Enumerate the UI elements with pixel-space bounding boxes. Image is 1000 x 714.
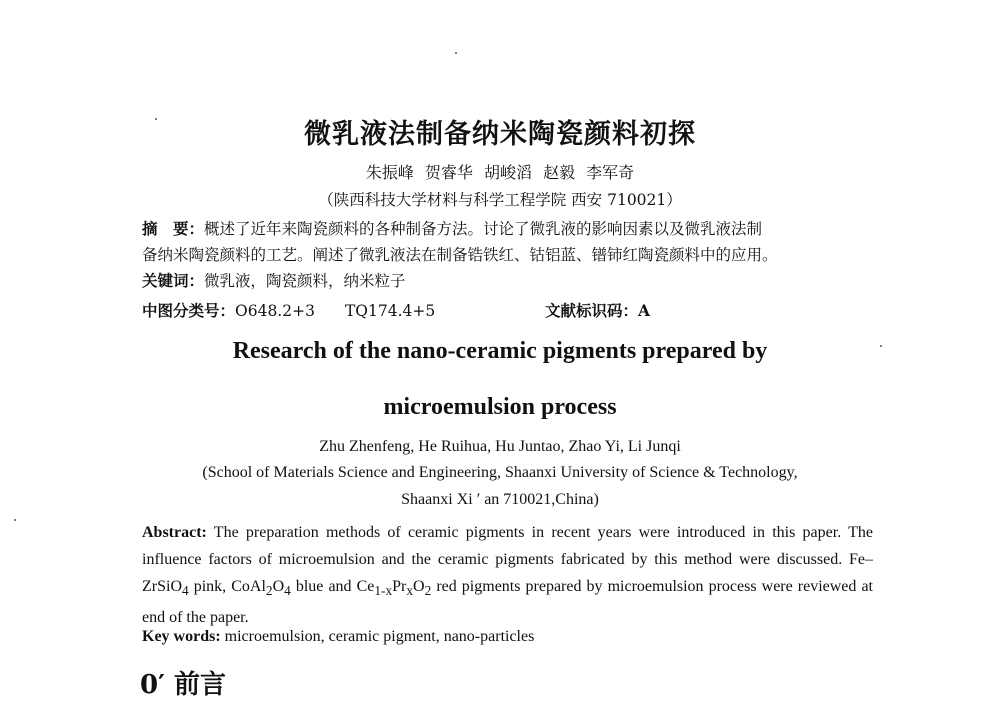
- classification-number: [142, 299, 435, 321]
- subscript: x: [406, 583, 414, 599]
- chinese-keywords-label: 关键词：: [142, 271, 205, 290]
- subscript: 4: [182, 583, 189, 599]
- clc-code-1: O648.2+3: [235, 302, 315, 320]
- english-affiliation-line-2: Shaanxi Xi ′ an 710021,China): [401, 491, 599, 508]
- abstract-text: Pr: [392, 578, 407, 595]
- subscript: 2: [265, 583, 273, 599]
- section-heading-introduction: 0′ 前言: [140, 670, 226, 700]
- clc-code-2: TQ174.4+5: [344, 302, 436, 320]
- english-abstract-paragraph: [142, 519, 873, 631]
- english-title-line-1: Research of the nano-ceramic pigments prepared by: [232, 338, 768, 364]
- document-code: [545, 299, 650, 321]
- english-authors: Zhu Zhenfeng, He Ruihua, Hu Juntao, Zhao Yi, Li Junqi: [319, 438, 681, 455]
- abstract-text: red pigments prepared by microemulsion process were reviewed at end of the paper.: [142, 578, 873, 627]
- doc-code-label: 文献标识码：: [545, 301, 639, 320]
- chinese-authors: 朱振峰 贺睿华 胡峻滔 赵毅 李军奇: [365, 163, 635, 182]
- chinese-title: 微乳液法制备纳米陶瓷颜料初探: [304, 119, 696, 150]
- english-abstract: [142, 519, 873, 631]
- chinese-keywords: [142, 268, 882, 294]
- abstract-text: blue and Ce: [290, 578, 375, 595]
- chinese-keywords-text: 微乳液，陶瓷颜料，纳米粒子: [204, 272, 406, 290]
- abstract-text: pink, CoAl: [188, 578, 266, 595]
- subscript: 1-x: [374, 583, 393, 599]
- chinese-affiliation: （陕西科技大学材料与科学工程学院 西安 710021）: [318, 191, 682, 209]
- chinese-abstract-line-2: 备纳米陶瓷颜料的工艺。阐述了微乳液法在制备锆铁红、钴铝蓝、镨铈红陶瓷颜料中的应用。: [142, 246, 778, 264]
- english-keywords: [142, 628, 534, 646]
- subscript: 2: [424, 583, 432, 599]
- chinese-abstract-line-1: [142, 216, 882, 242]
- abstract-text: O: [413, 578, 425, 595]
- scan-speck: [455, 52, 457, 54]
- english-title-line-2: microemulsion process: [383, 394, 617, 420]
- doc-code-value: A: [638, 301, 651, 320]
- abstract-text: The preparation methods of ceramic pigments in recent years were introduced in this paper. The influence factors of microemulsion and the ceramic pigments fabricated by this method were discussed. Fe–ZrSiO: [142, 524, 873, 595]
- chinese-abstract-text-1: 概述了近年来陶瓷颜料的各种制备方法。讨论了微乳液的影响因素以及微乳液法制: [204, 220, 763, 238]
- english-keywords-label: Key words:: [142, 628, 221, 645]
- english-keywords-text: microemulsion, ceramic pigment, nano-particles: [220, 628, 535, 645]
- english-affiliation-line-1: (School of Materials Science and Engineering, Shaanxi University of Science & Technology,: [202, 464, 798, 481]
- subscript: 4: [284, 583, 291, 599]
- chinese-abstract-label: 摘 要：: [142, 219, 205, 238]
- clc-label: 中图分类号：: [142, 301, 236, 320]
- chinese-abstract: [142, 216, 882, 294]
- abstract-text: O: [272, 578, 285, 595]
- english-abstract-label: Abstract:: [142, 524, 207, 541]
- scan-speck: [14, 519, 16, 521]
